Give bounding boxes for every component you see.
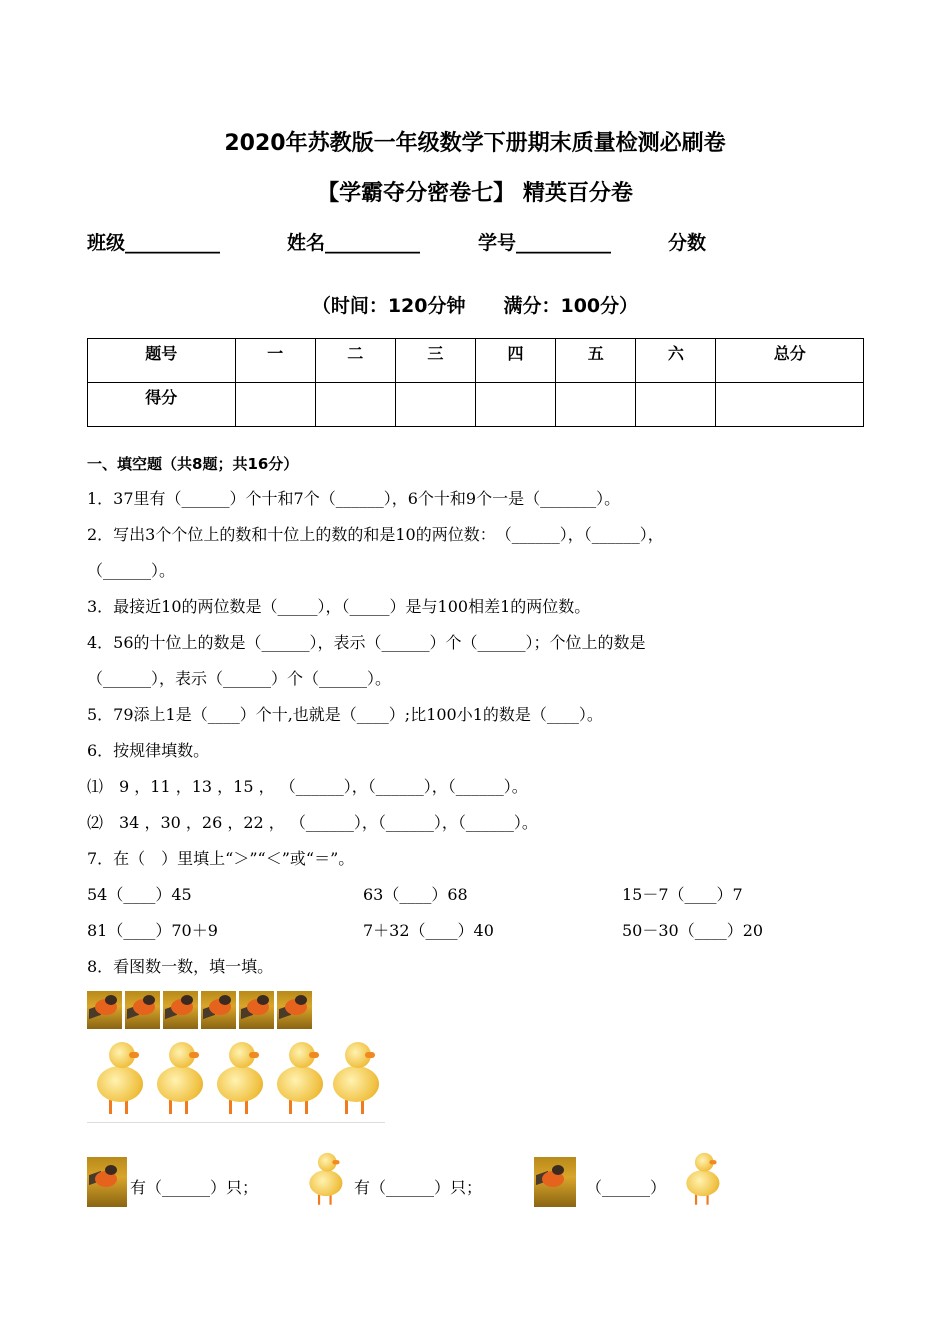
duckling-icon: [682, 1150, 724, 1208]
score-cell: [636, 383, 716, 427]
page-title: 2020年苏教版一年级数学下册期末质量检测必刷卷: [224, 131, 726, 156]
score-table: [87, 338, 864, 427]
section-heading: 一、填空题（共8题；共16分）: [87, 455, 299, 473]
question-2-cont: （______）。: [87, 561, 176, 580]
bird-image: [239, 991, 274, 1029]
bird-icon: [534, 1157, 576, 1207]
question-6-part-2: ⑵ 34 ，30 ，26 ，22 ， （______），（______），（______）。: [87, 813, 538, 832]
question-5: 5．79添上1是（____）个十,也就是（____）;比100小1的数是（____）。: [87, 705, 603, 724]
bird-image: [201, 991, 236, 1029]
table-cell: 得分: [88, 383, 236, 427]
compare-item: 7＋32（____）40: [363, 921, 494, 940]
table-cell: 总分: [716, 339, 864, 383]
question-6-part-1: ⑴ 9 ，11 ，13 ，15 ， （______），（______），（______）。: [87, 777, 528, 796]
table-cell: 二: [315, 339, 395, 383]
question-4: 4．56的十位上的数是（______），表示（______）个（______）；个位上的数是: [87, 633, 646, 652]
table-cell: 六: [636, 339, 716, 383]
page-subtitle: 【学霸夺分密卷七】 精英百分卷: [317, 181, 633, 206]
table-cell: 四: [475, 339, 555, 383]
table-row: [88, 383, 864, 427]
student-id-field: 学号__________: [478, 232, 612, 254]
duckling-image: [327, 1038, 385, 1118]
bird-row-image: [87, 988, 313, 1032]
compare-item: 50－30（____）20: [622, 921, 764, 940]
table-cell: 三: [395, 339, 475, 383]
score-cell: [315, 383, 395, 427]
table-cell: 一: [235, 339, 315, 383]
duck-row-image: [87, 1036, 385, 1123]
score-cell: [395, 383, 475, 427]
duckling-image: [91, 1038, 149, 1118]
table-cell: 题号: [88, 339, 236, 383]
bird-count-blank: 有（______）只；: [130, 1178, 259, 1197]
question-1: 1．37里有（______）个十和7个（______），6个十和9个一是（_______）。: [87, 489, 621, 508]
duckling-icon: [305, 1150, 347, 1208]
question-4-cont: （______），表示（______）个（______）。: [87, 669, 392, 688]
time-info: （时间：120分钟 满分：100分）: [311, 295, 639, 317]
table-row: [88, 339, 864, 383]
question-2: 2．写出3个个位上的数和十位上的数的和是10的两位数： （______），（______），: [87, 525, 664, 544]
bird-icon: [87, 1157, 127, 1207]
score-cell: [235, 383, 315, 427]
score-cell: [556, 383, 636, 427]
compare-item: 63（____）68: [363, 885, 468, 904]
table-cell: 五: [556, 339, 636, 383]
duck-count-blank: 有（______）只；: [354, 1178, 483, 1197]
score-cell: [716, 383, 864, 427]
compare-blank: （______）: [586, 1178, 667, 1197]
duckling-image: [271, 1038, 329, 1118]
bird-image: [87, 991, 122, 1029]
compare-item: 15－7（____）7: [622, 885, 743, 904]
question-3: 3．最接近10的两位数是（_____），（_____）是与100相差1的两位数。: [87, 597, 591, 616]
bird-image: [125, 991, 160, 1029]
question-7: 7．在（ ）里填上“＞”“＜”或“＝”。: [87, 849, 355, 868]
name-field: 姓名__________: [287, 232, 421, 254]
bird-image: [277, 991, 312, 1029]
compare-item: 81（____）70＋9: [87, 921, 218, 940]
duckling-image: [151, 1038, 209, 1118]
compare-item: 54（____）45: [87, 885, 192, 904]
score-field: 分数: [668, 232, 707, 254]
score-cell: [475, 383, 555, 427]
bird-image: [163, 991, 198, 1029]
class-field: 班级__________: [87, 232, 221, 254]
duckling-image: [211, 1038, 269, 1118]
question-6: 6．按规律填数。: [87, 741, 210, 760]
question-8: 8．看图数一数，填一填。: [87, 957, 274, 976]
